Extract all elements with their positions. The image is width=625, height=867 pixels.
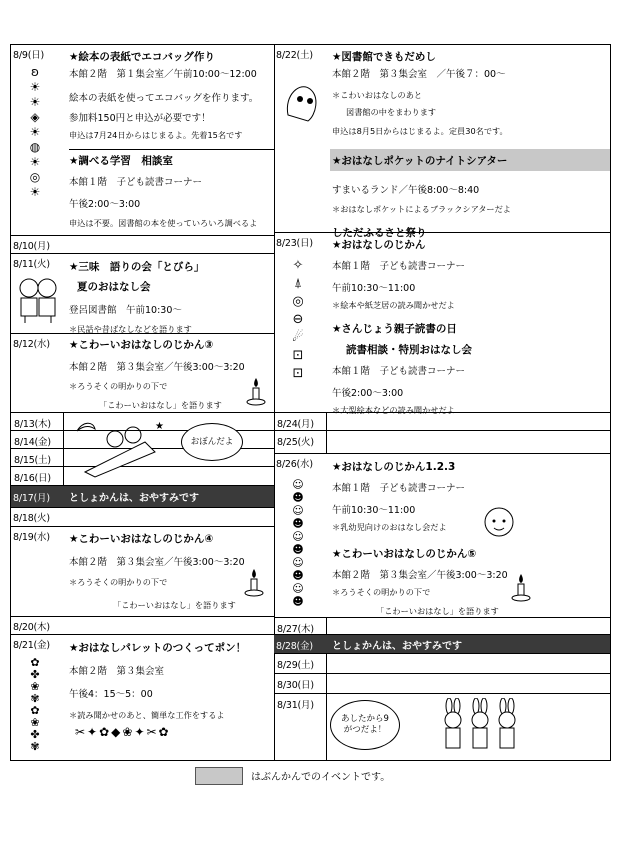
event-note: ＊絵本や紙芝居の読み聞かせだよ (332, 300, 455, 310)
flower-icon: ✿ (30, 704, 40, 717)
date-label: 8/17(月) (13, 493, 50, 504)
space-icons (280, 257, 316, 383)
calendar-table (10, 44, 611, 761)
flower-icon: ✿ (30, 656, 40, 669)
event-note: 「こわーいおはなし」を語ります (376, 606, 499, 616)
event-scary-3 (69, 337, 274, 411)
flower-icon: ❀ (30, 680, 40, 693)
sun-icon: ☀ (29, 95, 41, 109)
child-icon: ☻ (292, 595, 304, 608)
date-label: 8/21(金) (13, 640, 50, 651)
row-0817-closed (11, 486, 274, 508)
event-note: ＊こわいおはなしのあと (332, 90, 423, 100)
date-label: 8/19(水) (13, 532, 50, 543)
flower-icon: ✤ (30, 728, 40, 741)
event-subtitle: 読書相談・特別おはなし会 (346, 344, 472, 356)
event-place: 本館１階 子ども読書コーナー (332, 261, 466, 272)
sun-icon: ☀ (29, 125, 41, 139)
date-label: 8/28(金) (276, 641, 313, 652)
rabbits-illustration (434, 698, 524, 758)
sun-icon: ☀ (29, 80, 41, 94)
flower-column-icons (17, 657, 53, 753)
date-cell (274, 618, 327, 634)
flower-icon: ✾ (30, 740, 40, 753)
date-label: 8/27(木) (277, 624, 314, 635)
divider (69, 149, 274, 150)
flower-icon: ✤ (30, 668, 40, 681)
svg-text:★: ★ (155, 421, 164, 432)
date-label: 8/13(木) (14, 419, 51, 430)
event-title: ★おはなしパレットのつくってポン！ (69, 642, 247, 654)
leaf-icon: ◈ (30, 110, 40, 124)
row-0831 (274, 694, 610, 760)
event-ohanashi-123 (332, 459, 610, 533)
right-column (274, 45, 610, 760)
event-place: 本館１階 子ども読書コーナー (332, 366, 466, 377)
candle-icon (245, 376, 267, 406)
sun-icon: ☀ (29, 185, 41, 199)
event-note: ＊おはなしポケットによるブラックシアターだよ (332, 204, 511, 214)
event-time: 午前10:30～11:00 (332, 283, 416, 294)
row-0829 (274, 654, 610, 674)
date-label: 8/30(日) (277, 680, 314, 691)
event-ohanashi (332, 237, 610, 311)
event-note: ＊大型絵本などの読み聞かせだよ (332, 405, 455, 415)
event-time: 午前10:30～11:00 (332, 505, 416, 516)
robot-icon: ⊡ (292, 348, 304, 363)
event-title: ★図書館できもだめし (332, 51, 436, 63)
event-note: ＊乳幼児向けのおはなし会だよ (332, 522, 447, 532)
kids-column-icons (280, 478, 316, 608)
date-cell (274, 694, 327, 760)
event-title: ★調べる学習 相談室 (69, 155, 173, 167)
craft-decoration-icons: ✂✦✿◆❀✦✂✿ (75, 725, 171, 739)
child-icon: ☻ (292, 543, 304, 556)
date-label: 8/14(金) (14, 437, 51, 448)
closed-message: としょかんは、おやすみです (332, 641, 462, 652)
child-icon: ☻ (292, 569, 304, 582)
star-icon: ✧ (292, 258, 304, 273)
row-0823 (274, 233, 610, 413)
event-time: 午後2:00～3:00 (69, 199, 141, 210)
comet-icon: ☄ (292, 330, 304, 345)
date-label: 8/10(月) (13, 241, 50, 252)
event-subtitle: 夏のおはなし会 (77, 281, 151, 293)
event-title: ★絵本の表紙でエコバッグ作り (69, 51, 215, 63)
event-place: すまいるランド／午後8:00～8:40 (332, 185, 480, 196)
row-0811 (11, 254, 274, 334)
event-note: 申込は7月24日からはじまるよ。先着15名です (69, 130, 243, 140)
event-note: 図書館の中をまわります (346, 107, 437, 117)
row-0824 (274, 413, 610, 431)
child-icon: ☺ (292, 582, 304, 595)
ufo-icon: ⊖ (292, 312, 304, 327)
event-title: ★おはなしのじかん (332, 239, 426, 251)
child-icon: ☺ (292, 504, 304, 517)
event-research (69, 153, 274, 229)
flower-icon: ✾ (30, 692, 40, 705)
child-icon: ☺ (292, 556, 304, 569)
child-icon: ☻ (292, 491, 304, 504)
robot-icon: ⊡ (292, 366, 304, 381)
donut-icon: ◎ (29, 170, 41, 184)
event-note: ＊ろうそくの明かりの下で (69, 381, 168, 391)
date-label: 8/25(火) (277, 437, 314, 448)
event-title: ★こわーいおはなしのじかん③ (69, 339, 214, 351)
event-note: 申込は8月5日からはじまるよ。定員30名です。 (332, 126, 508, 136)
date-label: 8/11(火) (13, 259, 50, 270)
row-0822 (274, 45, 610, 239)
event-note: 「こわーいおはなし」を語ります (113, 600, 236, 610)
candle-icon (510, 572, 532, 602)
date-label: 8/29(土) (277, 660, 314, 671)
speech-bubble: おぼんだよ (181, 423, 243, 461)
event-title: ★こわーいおはなしのじかん⑤ (332, 548, 477, 560)
ball-icon: ◍ (29, 140, 41, 154)
event-place: 本館２階 第３集会室 (69, 666, 165, 677)
sun-icon: ☀ (29, 155, 41, 169)
row-0818 (11, 508, 274, 527)
rocket-icon: ⍋ (294, 276, 302, 291)
event-desc: 絵本の表紙を使ってエコバッグを作ります。 (69, 93, 259, 104)
date-label: 8/22(土) (276, 50, 313, 61)
date-label: 8/12(水) (13, 339, 50, 350)
rocket-kids-illustration (75, 417, 175, 481)
date-label: 8/20(木) (13, 622, 50, 633)
event-place: 本館２階 第３集会室／午後3:00～3:20 (69, 557, 245, 568)
event-kimodameshi (332, 49, 610, 137)
date-cell (11, 467, 64, 485)
left-column (11, 45, 275, 760)
row-0820 (11, 617, 274, 635)
event-note: 申込は不要。図書館の本を使っていろいろ調べるよ (69, 218, 258, 228)
date-label: 8/18(火) (13, 513, 50, 524)
event-note: しただふるさと祭り (332, 227, 427, 239)
event-place: 本館２階 第３集会室 ／午後７：00～ (332, 69, 506, 80)
date-label: 8/23(日) (276, 238, 313, 249)
candle-icon (243, 567, 265, 597)
date-cell (274, 654, 327, 673)
event-palette (69, 640, 274, 721)
event-note: ＊ろうそくの明かりの下で (332, 587, 431, 597)
event-place: 本館１階 子ども読書コーナー (332, 483, 466, 494)
row-0821 (11, 635, 274, 760)
event-place: 本館２階 第３集会室／午後3:00～3:20 (69, 362, 245, 373)
row-0830 (274, 674, 610, 694)
ghost-illustration (280, 75, 326, 127)
date-cell (274, 674, 327, 693)
row-0828-closed (274, 635, 610, 654)
event-title: ★さんじょう親子読書の日 (332, 323, 457, 335)
event-note: ＊読み聞かせのあと、簡単な工作をするよ (69, 710, 225, 720)
flower-icon: ❀ (30, 716, 40, 729)
row-0827 (274, 618, 610, 635)
closed-message: としょかんは、おやすみです (69, 493, 199, 504)
event-title: ★おはなしポケットのナイトシアター (332, 155, 508, 167)
planet-icon: ◎ (292, 294, 304, 309)
cat-icon: ʚ (31, 65, 39, 79)
event-title: ★こわーいおはなしのじかん④ (69, 533, 214, 545)
date-cell (11, 413, 64, 430)
row-0819 (11, 527, 274, 617)
date-label: 8/9(日) (13, 50, 45, 61)
row-0825 (274, 431, 610, 454)
decoration-icons (17, 65, 53, 200)
event-sanjo-reading-day (332, 321, 610, 416)
date-label: 8/26(水) (276, 459, 313, 470)
row-0809 (11, 45, 274, 236)
girl-illustration (479, 504, 519, 544)
date-cell (274, 431, 327, 453)
child-icon: ☺ (292, 478, 304, 491)
event-note: ＊民話や昔ばなしなどを語ります (69, 324, 192, 334)
date-cell (11, 449, 64, 466)
speech-bubble: あしたから9がつだよ！ (330, 700, 400, 750)
event-place: 本館２階 第３集会室／午後3:00～3:20 (332, 570, 508, 581)
event-place: 本館２階 第１集会室／午前10:00～12:00 (69, 69, 257, 80)
date-cell (274, 413, 327, 430)
children-illustration (15, 274, 61, 324)
event-time: 午後4：15～5：00 (69, 689, 153, 700)
event-note: ＊ろうそくの明かりの下で (69, 577, 168, 587)
event-place: 本館１階 子ども読書コーナー (69, 177, 203, 188)
date-cell (11, 431, 64, 448)
event-note: 「こわーいおはなし」を語ります (99, 400, 222, 410)
legend-text: はぶんかんでのイベントです。 (251, 772, 391, 783)
date-label: 8/24(月) (277, 419, 314, 430)
event-title: ★おはなしのじかん1.2.3 (332, 461, 456, 473)
date-label: 8/15(土) (14, 455, 51, 466)
row-0810 (11, 236, 274, 254)
date-label: 8/16(日) (14, 473, 51, 484)
child-icon: ☺ (292, 530, 304, 543)
legend-swatch (195, 767, 243, 785)
event-place: 登呂図書館 午前10:30～ (69, 305, 182, 316)
child-icon: ☻ (292, 517, 304, 530)
event-scary-5 (332, 546, 610, 617)
date-label: 8/31(月) (277, 700, 314, 711)
event-storytelling (69, 259, 274, 335)
event-ecobag (69, 49, 274, 141)
row-0826 (274, 454, 610, 618)
event-title: ★三味 語りの会「とびら」 (69, 261, 205, 273)
event-fee: 参加料150円と申込が必要です！ (69, 113, 211, 124)
event-night-theater (332, 153, 610, 240)
event-time: 午後2:00～3:00 (332, 388, 404, 399)
row-0812 (11, 334, 274, 413)
